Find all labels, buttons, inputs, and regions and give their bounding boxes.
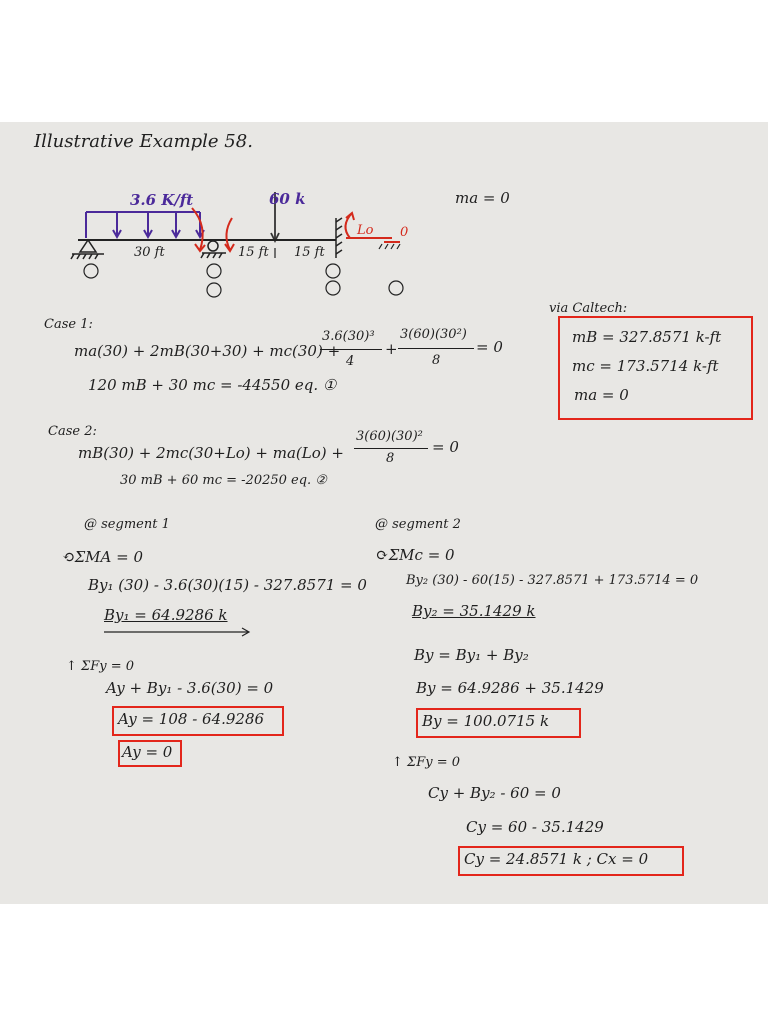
- case1-frac1-num: 3.6(30)³: [322, 329, 375, 344]
- segment2-sum: By = By₁ + By₂: [414, 646, 529, 664]
- segment1-line2: Ay + By₁ - 3.6(30) = 0: [106, 679, 274, 697]
- distributed-load-label: 3.6 K/ft: [130, 191, 194, 209]
- segment2-fy-eq: ↑ ΣFy = 0: [392, 755, 461, 770]
- span-ab-label: 30 ft: [134, 245, 165, 260]
- ma-zero-label: ma = 0: [455, 189, 510, 207]
- case2-equation-left: mB(30) + 2mc(30+Lo) + ma(Lo) +: [78, 444, 344, 462]
- l0-label: Lo: [357, 223, 374, 238]
- l0-value: 0: [400, 225, 409, 240]
- segment2-by2: By₂ = 35.1429 k: [412, 602, 536, 620]
- case1-equation-left: ma(30) + 2mB(30+30) + mc(30) +: [74, 342, 341, 360]
- segment2-cy-calc: Cy = 60 - 35.1429: [466, 818, 604, 836]
- segment1-fy-eq: ↑ ΣFy = 0: [66, 659, 135, 674]
- case1-plus: +: [385, 340, 398, 358]
- point-load-label: 60 k: [269, 190, 306, 208]
- segment2-sum-vals: By = 64.9286 + 35.1429: [416, 679, 604, 697]
- segment1-ay-calc: Ay = 108 - 64.9286: [118, 710, 265, 728]
- case2-eq-end: = 0: [432, 438, 459, 456]
- case2-label: Case 2:: [48, 424, 97, 439]
- case1-frac2-num: 3(60)(30²): [400, 327, 467, 342]
- segment2-line1: By₂ (30) - 60(15) - 327.8571 + 173.5714 = 0: [406, 573, 699, 588]
- caltech-mb: mB = 327.8571 k-ft: [572, 328, 722, 346]
- case2-frac-num: 3(60)(30)²: [356, 429, 423, 444]
- segment2-cy-result: Cy = 24.8571 k ; Cx = 0: [464, 850, 649, 868]
- span-1-label: 15 ft: [238, 245, 269, 260]
- segment1-by1: By₁ = 64.9286 k: [104, 606, 228, 624]
- segment1-line1: By₁ (30) - 3.6(30)(15) - 327.8571 = 0: [88, 576, 367, 594]
- segment1-moment-eq: ⟲ΣMA = 0: [62, 548, 144, 566]
- case1-frac1-den: 4: [346, 354, 355, 369]
- page-title: Illustrative Example 58.: [34, 131, 253, 152]
- caltech-label: via Caltech:: [549, 301, 628, 316]
- segment2-label: @ segment 2: [375, 517, 461, 532]
- caltech-ma: ma = 0: [574, 386, 629, 404]
- segment2-by-result: By = 100.0715 k: [422, 712, 550, 730]
- caltech-mc: mc = 173.5714 k-ft: [572, 357, 719, 375]
- case2-result: 30 mB + 60 mc = -20250 eq. ②: [120, 473, 327, 488]
- segment2-moment-eq: ⟳ΣMc = 0: [376, 546, 455, 564]
- case1-eq-end: = 0: [476, 338, 503, 356]
- case1-frac2-den: 8: [432, 353, 441, 368]
- segment1-label: @ segment 1: [84, 517, 170, 532]
- case2-frac-den: 8: [386, 451, 395, 466]
- span-2-label: 15 ft: [294, 245, 325, 260]
- case1-label: Case 1:: [44, 317, 93, 332]
- case1-result: 120 mB + 30 mc = -44550 eq. ①: [88, 376, 337, 394]
- segment1-ay-result: Ay = 0: [122, 743, 173, 761]
- segment2-cy-eq: Cy + By₂ - 60 = 0: [428, 784, 561, 802]
